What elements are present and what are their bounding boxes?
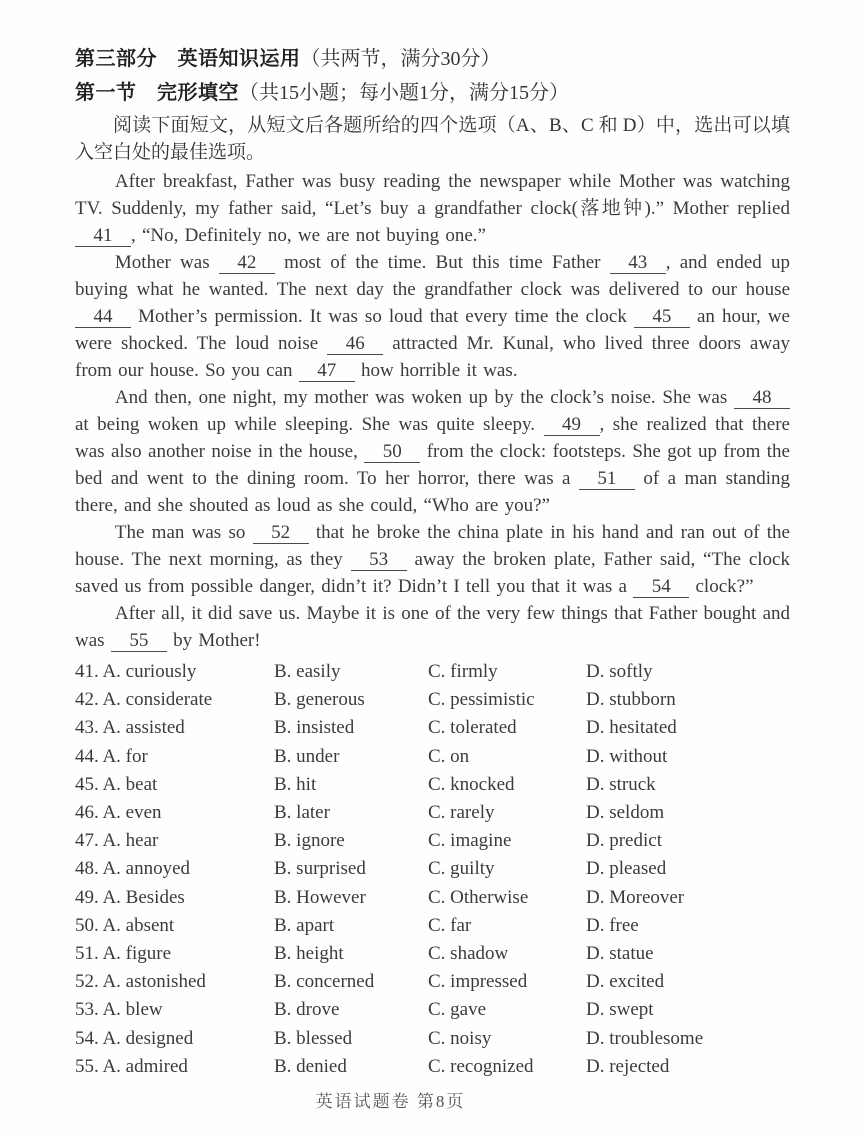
option-row-42 <box>75 686 790 714</box>
cloze-blank-44: 44 <box>75 307 131 328</box>
option-c: C. knocked <box>428 773 515 795</box>
option-d: D. swept <box>586 999 654 1021</box>
option-a: 50. A. absent <box>75 914 175 936</box>
option-c: C. Otherwise <box>428 886 529 908</box>
cloze-blank-46: 46 <box>327 334 383 355</box>
option-row-53 <box>75 996 790 1024</box>
option-a: 52. A. astonished <box>75 971 206 993</box>
part-heading-title: 第三部分 英语知识运用 <box>75 48 301 70</box>
option-b: B. drove <box>274 999 340 1021</box>
option-row-46 <box>75 799 790 827</box>
passage-paragraph: The man was so 52 that he broke the china plate in his hand and ran out of the house. The next morning, as they 53 away the broken plate, Father said, “The clock saved us from possible danger, didn’t it? Didn’t I tell you that it was a 54 clock?” <box>75 522 790 597</box>
option-b: B. under <box>274 745 340 767</box>
option-row-41 <box>75 658 790 686</box>
option-c: C. far <box>428 914 472 936</box>
option-c: C. imagine <box>428 830 512 852</box>
option-d: D. struck <box>586 773 656 795</box>
page-footer: 英语试题卷 第8页 <box>315 1091 466 1111</box>
option-c: C. firmly <box>428 661 498 683</box>
option-c: C. gave <box>428 999 487 1021</box>
section-heading <box>75 76 790 110</box>
passage-paragraph: After all, it did save us. Maybe it is one of the very few things that Father bought and was 55 by Mother! <box>75 603 790 651</box>
option-row-54 <box>75 1024 790 1052</box>
cloze-blank-49: 49 <box>544 415 600 436</box>
option-b: B. easily <box>274 661 341 683</box>
option-d: D. free <box>586 914 639 936</box>
option-b: B. later <box>274 802 330 824</box>
option-row-45 <box>75 771 790 799</box>
section-heading-meta: （共15小题；每小题1分，满分15分） <box>239 82 569 104</box>
option-c: C. pessimistic <box>428 689 535 711</box>
cloze-blank-41: 41 <box>75 226 131 247</box>
option-d: D. hesitated <box>586 717 677 739</box>
option-b: B. surprised <box>274 858 366 880</box>
section-heading-title: 第一节 完形填空 <box>75 82 239 104</box>
option-b: B. hit <box>274 773 317 795</box>
option-row-47 <box>75 827 790 855</box>
passage-paragraph: And then, one night, my mother was woken up by the clock’s noise. She was 48 at being woken up while sleeping. She was quite sleepy. 49 , she realized that there was also another noise in the house, 50 from the clock: footsteps. She got up from the bed and went to the dining room. To her horror, there was a 51 of a man standing there, and she shouted as loud as she could, “Who are you?” <box>75 387 790 516</box>
part-heading-meta: （共两节，满分30分） <box>300 48 501 70</box>
cloze-blank-51: 51 <box>579 469 635 490</box>
option-c: C. tolerated <box>428 717 517 739</box>
option-row-49 <box>75 884 790 912</box>
option-d: D. without <box>586 745 668 767</box>
option-a: 43. A. assisted <box>75 717 185 739</box>
cloze-passage <box>75 168 790 654</box>
option-row-51 <box>75 940 790 968</box>
option-d: D. statue <box>586 942 654 964</box>
option-b: B. However <box>274 886 366 908</box>
option-row-44 <box>75 743 790 771</box>
option-c: C. noisy <box>428 1027 492 1049</box>
cloze-blank-47: 47 <box>299 361 355 382</box>
cloze-blank-55: 55 <box>111 631 167 652</box>
option-a: 51. A. figure <box>75 942 172 964</box>
option-b: B. ignore <box>274 830 345 852</box>
cloze-blank-45: 45 <box>634 307 690 328</box>
option-a: 48. A. annoyed <box>75 858 191 880</box>
option-c: C. recognized <box>428 1055 534 1077</box>
option-b: B. height <box>274 942 344 964</box>
option-a: 46. A. even <box>75 802 162 824</box>
option-a: 44. A. for <box>75 745 148 767</box>
option-a: 41. A. curiously <box>75 661 197 683</box>
cloze-blank-48: 48 <box>734 388 790 409</box>
option-d: D. pleased <box>586 858 667 880</box>
option-d: D. predict <box>586 830 662 852</box>
option-c: C. on <box>428 745 470 767</box>
option-b: B. apart <box>274 914 335 936</box>
option-a: 53. A. blew <box>75 999 163 1021</box>
cloze-blank-43: 43 <box>610 253 666 274</box>
option-b: B. denied <box>274 1055 347 1077</box>
option-d: D. softly <box>586 661 653 683</box>
option-d: D. stubborn <box>586 689 676 711</box>
option-a: 49. A. Besides <box>75 886 185 908</box>
option-row-50 <box>75 912 790 940</box>
option-d: D. troublesome <box>586 1027 704 1049</box>
option-a: 45. A. beat <box>75 773 158 795</box>
cloze-blank-53: 53 <box>351 550 407 571</box>
option-row-55 <box>75 1053 790 1081</box>
option-d: D. seldom <box>586 802 665 824</box>
option-c: C. impressed <box>428 971 528 993</box>
option-a: 55. A. admired <box>75 1055 188 1077</box>
cloze-blank-52: 52 <box>253 523 309 544</box>
passage-paragraph: Mother was 42 most of the time. But this time Father 43 , and ended up buying what he wanted. The next day the grandfather clock was delivered to our house 44 Mother’s permission. It was so loud that every time the clock 45 an hour, we were shocked. The loud noise 46 attracted Mr. Kunal, who lived three doors away from our house. So you can 47 how horrible it was. <box>75 252 790 381</box>
option-c: C. shadow <box>428 942 509 964</box>
option-a: 47. A. hear <box>75 830 159 852</box>
option-b: B. generous <box>274 689 365 711</box>
option-b: B. concerned <box>274 971 375 993</box>
option-row-52 <box>75 968 790 996</box>
option-d: D. excited <box>586 971 665 993</box>
option-row-48 <box>75 855 790 883</box>
option-d: D. Moreover <box>586 886 685 908</box>
cloze-blank-50: 50 <box>364 442 420 463</box>
option-d: D. rejected <box>586 1055 670 1077</box>
option-b: B. insisted <box>274 717 355 739</box>
options-table <box>75 658 790 1081</box>
passage-paragraph: After breakfast, Father was busy reading the newspaper while Mother was watching TV. Suddenly, my father said, “Let’s buy a grandfather clock(落地钟).” Mother replied 41 , “No, Definitely no, we are not buying one.” <box>75 171 790 246</box>
option-c: C. rarely <box>428 802 495 824</box>
option-a: 54. A. designed <box>75 1027 194 1049</box>
cloze-blank-54: 54 <box>633 577 689 598</box>
option-c: C. guilty <box>428 858 495 880</box>
part-heading <box>75 42 790 76</box>
option-row-43 <box>75 714 790 742</box>
option-b: B. blessed <box>274 1027 353 1049</box>
option-a: 42. A. considerate <box>75 689 213 711</box>
instructions-text: 阅读下面短文，从短文后各题所给的四个选项（A、B、C 和 D）中，选出可以填入空白处的最佳选项。 <box>75 115 790 163</box>
cloze-blank-42: 42 <box>219 253 275 274</box>
